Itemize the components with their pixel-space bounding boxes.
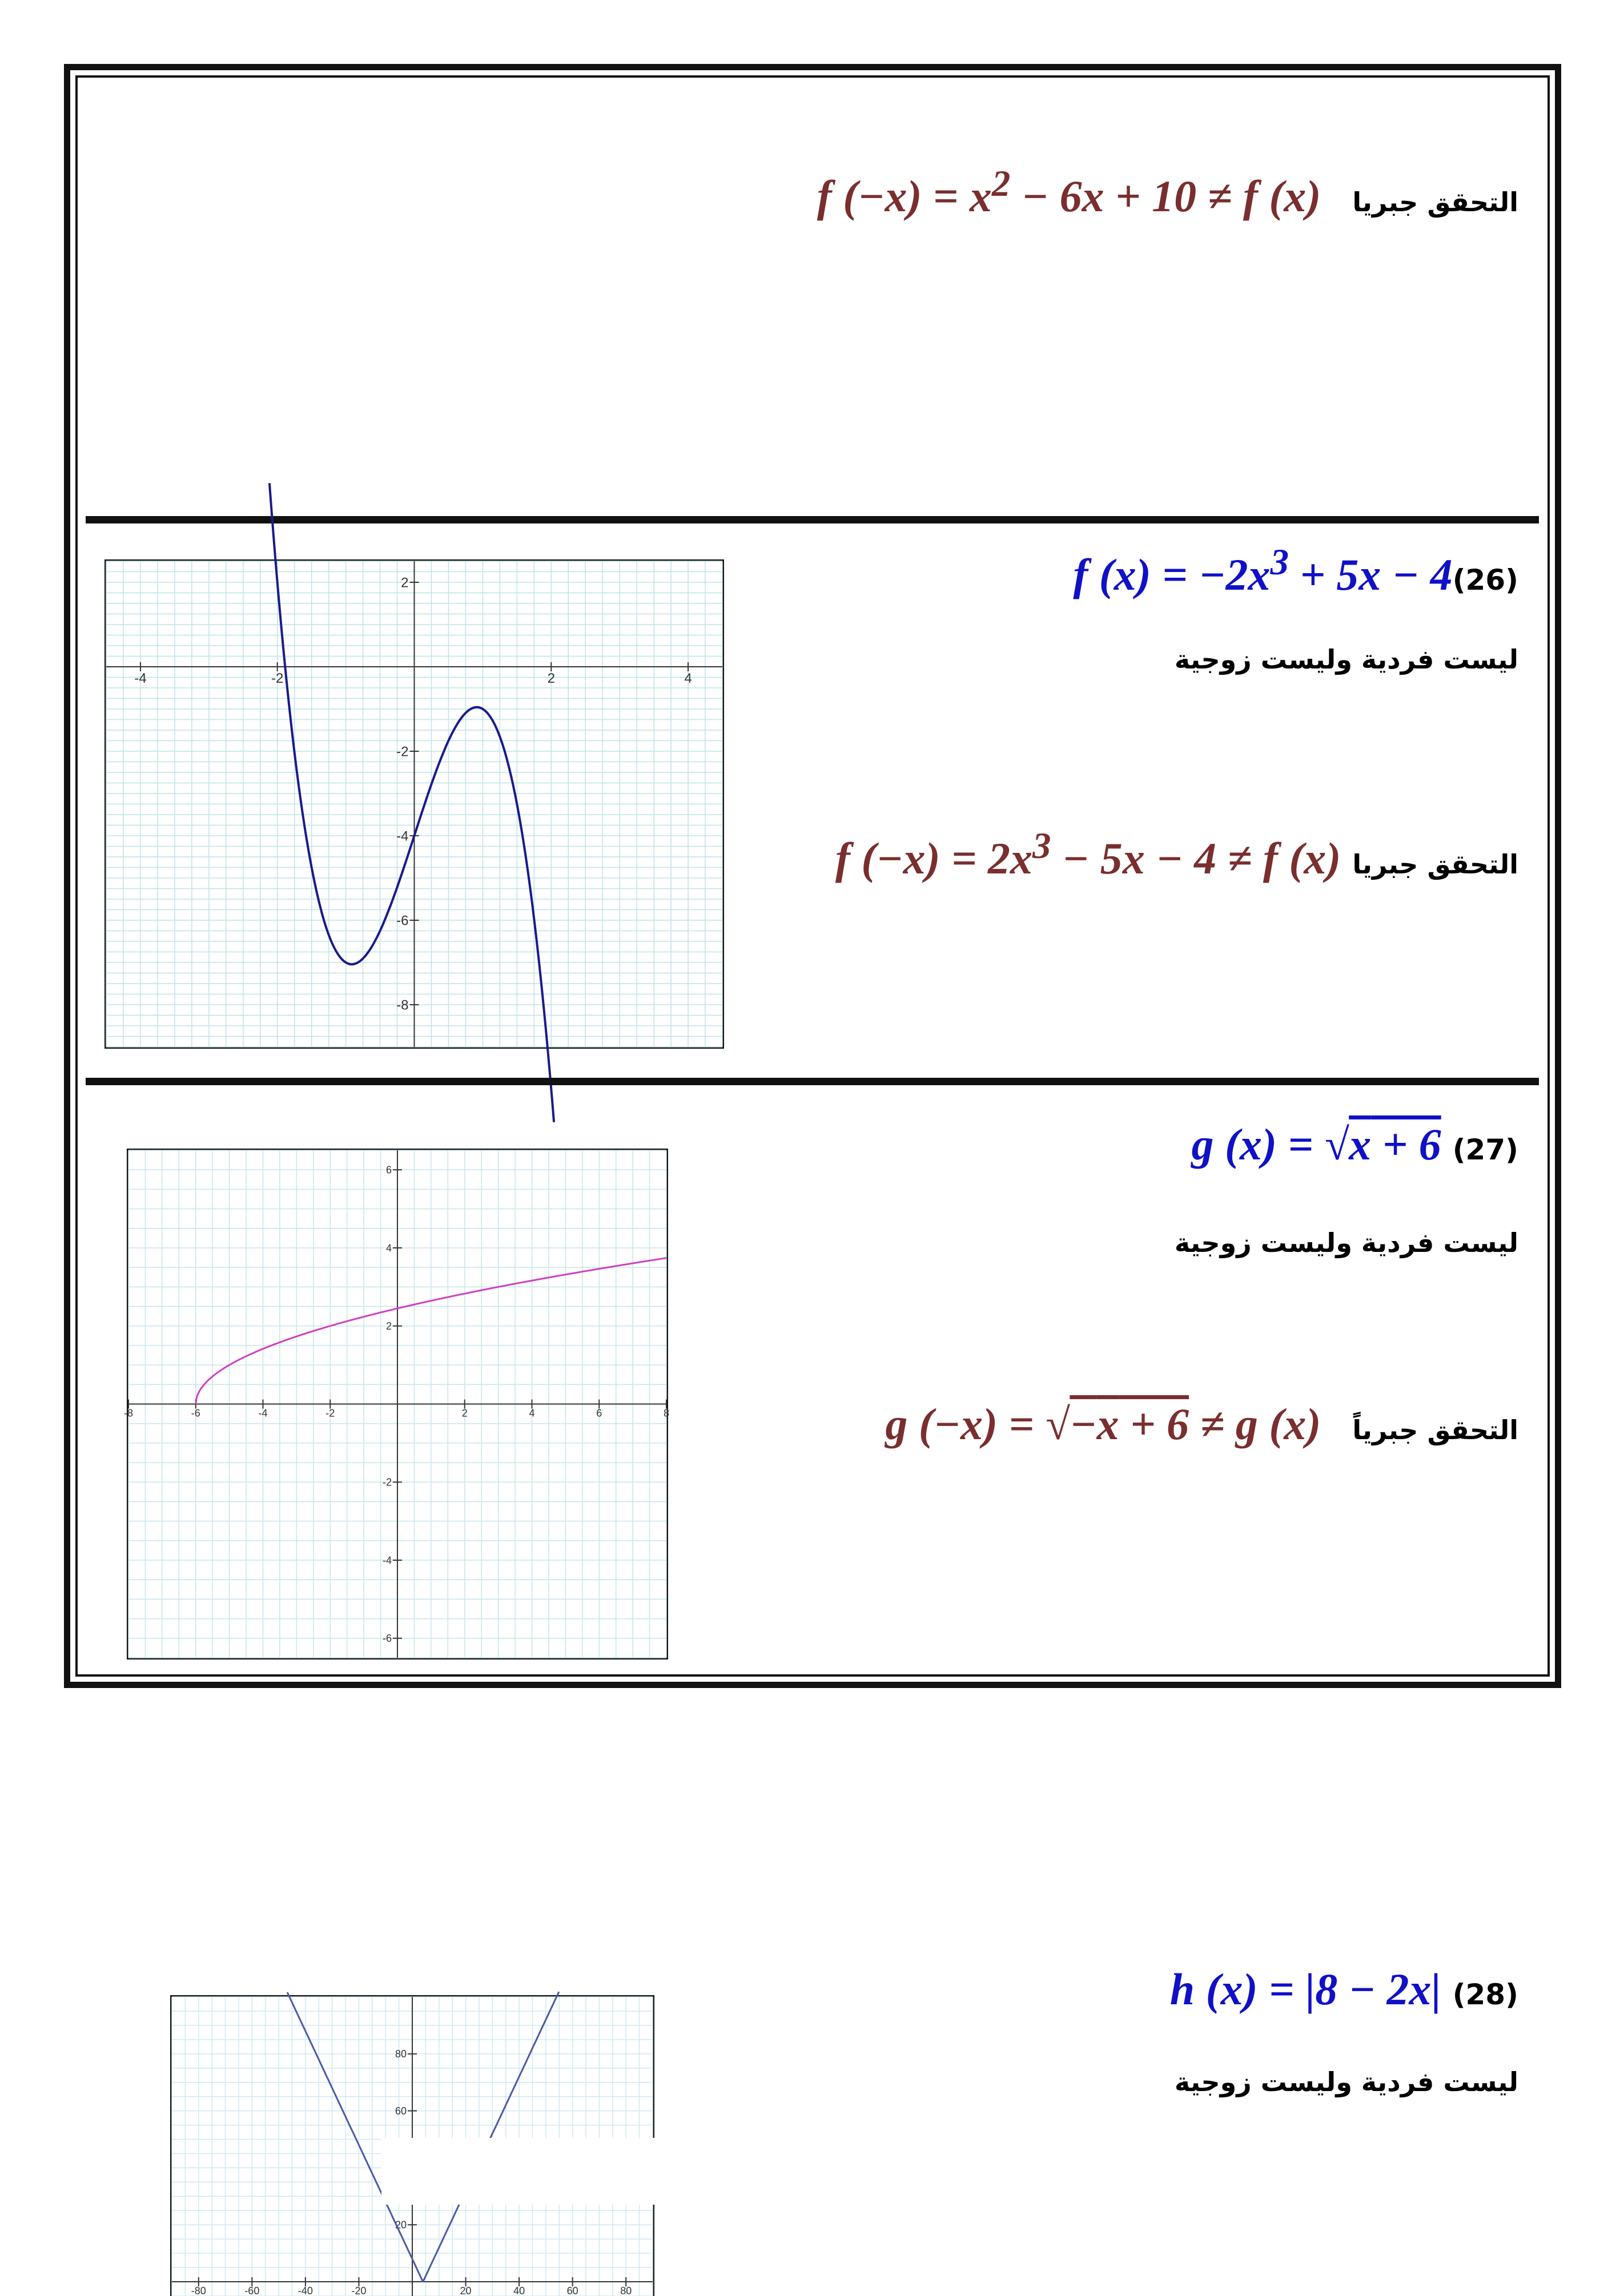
classification-text: ليست فردية وليست زوجية <box>1174 644 1518 675</box>
y-tick-label: 20 <box>395 2219 407 2231</box>
problem-26-heading <box>1073 541 1518 601</box>
section-divider <box>86 1078 1539 1085</box>
x-tick-label: -80 <box>191 2285 206 2296</box>
x-tick-label: -4 <box>258 1407 268 1419</box>
y-tick-label: -6 <box>382 1633 392 1645</box>
x-tick-label: -2 <box>271 671 284 686</box>
x-tick-label: -8 <box>123 1407 134 1419</box>
graph-cubic <box>104 559 724 1049</box>
x-tick-label: -4 <box>134 671 147 686</box>
y-tick-label: 60 <box>395 2105 407 2117</box>
y-tick-label: -6 <box>396 913 409 929</box>
x-tick-label: 80 <box>620 2285 632 2296</box>
graph-sqrt <box>123 1149 670 1659</box>
problem-26-check <box>835 825 1518 884</box>
x-tick-label: 4 <box>684 671 692 686</box>
x-tick-label: 4 <box>529 1407 535 1419</box>
check-formula: g (−x) = √−x + 6 ≠ g (x) <box>885 1399 1321 1449</box>
x-tick-label: 60 <box>566 2285 578 2296</box>
check-formula: f $(-x) = x^2 - 6x + 10 \ne f$ (x) <box>817 163 1321 221</box>
problem-26-classification <box>1175 644 1518 675</box>
y-tick-label: -2 <box>396 744 409 760</box>
check-formula: f $(-x) = 2x^3 - 5x - 4 \ne f$ (x) <box>835 825 1341 883</box>
x-tick-label: -60 <box>244 2285 260 2296</box>
check-label: التحقق جبرياً <box>1352 1415 1518 1445</box>
problem-27-heading <box>1192 1119 1518 1170</box>
classification-text: ليست فردية وليست زوجية <box>1174 1227 1518 1258</box>
graph-cover-patch <box>381 2138 657 2205</box>
function-definition: f $(x) = -2x^3 + 5x - 4$ <box>1073 542 1453 599</box>
chart-svg <box>123 1150 670 1658</box>
x-tick-label: 2 <box>547 671 555 686</box>
function-definition: h (x) = |8 − 2x| <box>1169 1964 1441 2014</box>
problem-number: (28) <box>1452 1978 1518 2011</box>
function-definition: g (x) = √x + 6 <box>1191 1119 1441 1169</box>
x-tick-label: -40 <box>298 2285 313 2296</box>
problem-number: (26) <box>1452 563 1518 597</box>
x-tick-label: 20 <box>460 2285 472 2296</box>
y-tick-label: 6 <box>385 1164 392 1176</box>
check-label: التحقق جبريا <box>1352 187 1518 217</box>
function-curve <box>287 1992 559 2281</box>
y-tick-label: -4 <box>382 1554 392 1566</box>
check-label: التحقق جبريا <box>1352 849 1518 880</box>
top-check-line <box>817 163 1518 222</box>
x-tick-label: -6 <box>191 1407 200 1419</box>
y-tick-label: 2 <box>401 575 409 591</box>
problem-number: (27) <box>1452 1133 1518 1166</box>
classification-text: ليست فردية وليست زوجية <box>1174 2067 1518 2097</box>
x-tick-label: 8 <box>663 1407 670 1419</box>
y-tick-label: 80 <box>395 2048 407 2060</box>
chart-svg <box>106 561 722 1047</box>
y-tick-label: -2 <box>382 1476 392 1488</box>
x-tick-label: 6 <box>596 1407 602 1419</box>
x-tick-label: -20 <box>351 2285 367 2296</box>
problem-28-classification <box>1175 2067 1518 2097</box>
problem-27-check <box>885 1399 1518 1450</box>
x-tick-label: 2 <box>461 1407 468 1419</box>
x-tick-label: -2 <box>325 1407 335 1419</box>
y-tick-label: 2 <box>385 1320 392 1332</box>
section-divider <box>86 516 1539 523</box>
function-curve <box>270 483 554 1122</box>
y-tick-label: -8 <box>396 997 409 1013</box>
y-tick-label: -4 <box>396 828 409 844</box>
problem-28-heading <box>1170 1964 1518 2015</box>
x-tick-label: 40 <box>513 2285 525 2296</box>
problem-27-classification <box>1175 1227 1518 1258</box>
y-tick-label: 4 <box>385 1242 392 1254</box>
